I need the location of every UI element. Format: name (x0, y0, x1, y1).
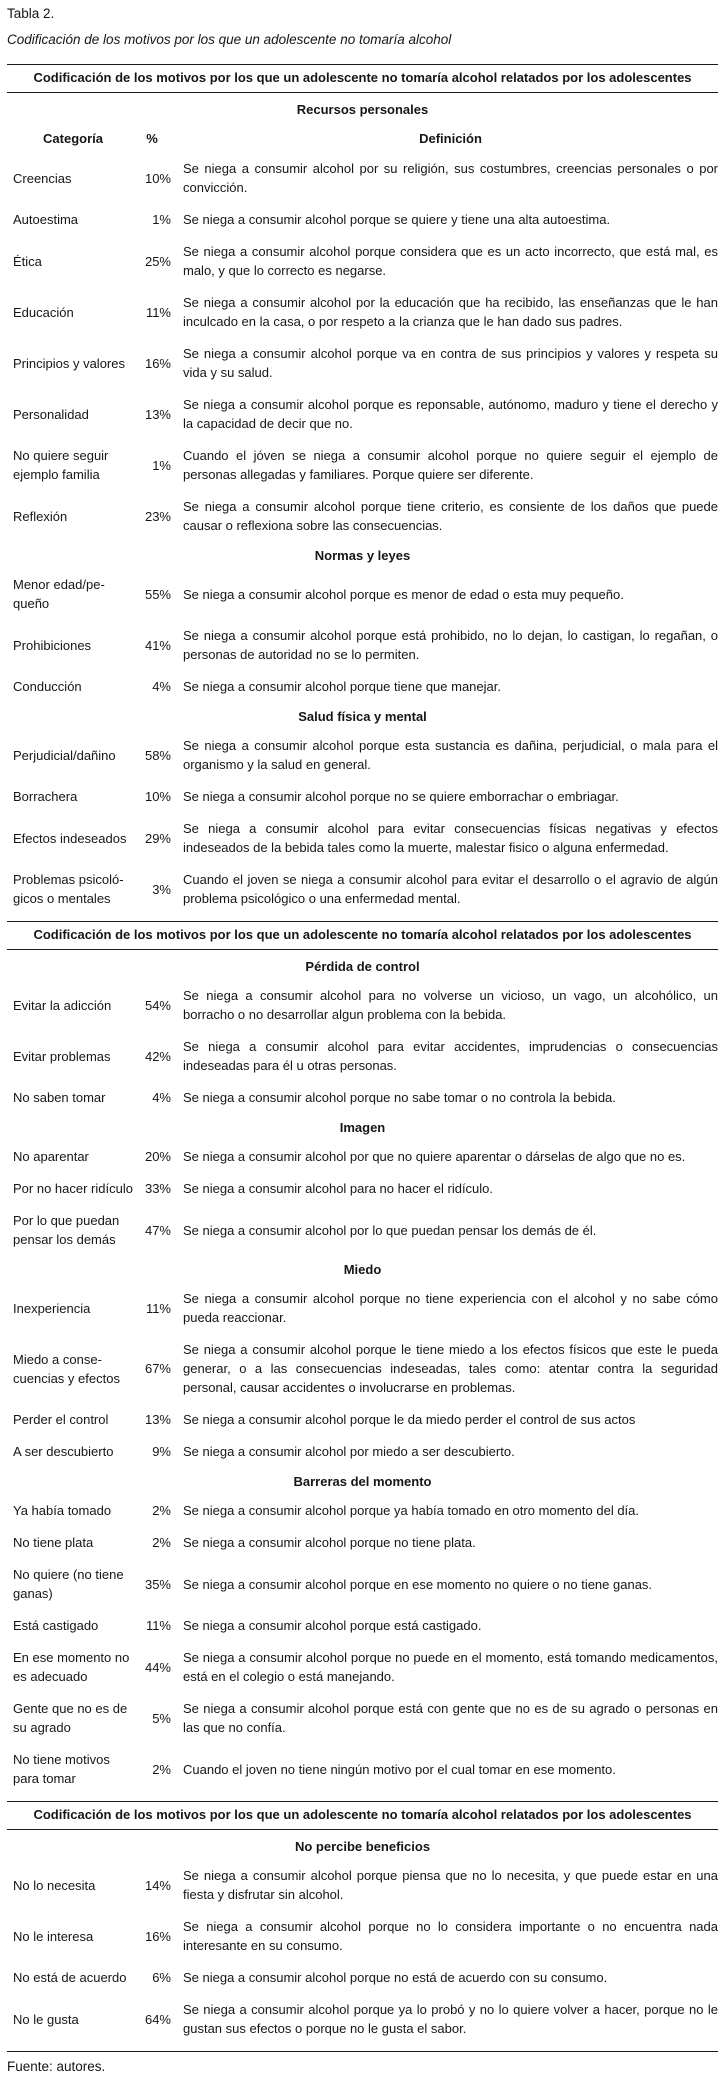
percent-cell: 23% (144, 508, 171, 524)
definition-cell: Cuando el joven no tiene ningún motivo por el cual tomar en ese momento. (183, 1761, 616, 1777)
table-row (7, 2000, 718, 2038)
category-cell: No lo necesita (13, 1877, 96, 1893)
definition-cell: Se niega a consumir alcohol porque en ese momento no quiere o no tiene ganas. (183, 1576, 653, 1592)
percent-cell: 41% (144, 637, 171, 653)
table-row (7, 1340, 718, 1397)
category-cell: Creencias (13, 170, 72, 186)
category-cell: Evitar problemas (13, 1048, 111, 1064)
percent-cell: 2% (152, 1761, 171, 1777)
category-cell: Prohibiciones (13, 637, 92, 653)
table-row (7, 677, 718, 696)
table-continuation-header: Codificación de los motivos por los que un adolescente no tomaría alcohol relatados por los adolescentes (7, 64, 718, 93)
category-cell: A ser descubierto (13, 1444, 114, 1459)
percent-cell: 13% (144, 1412, 171, 1427)
category-cell: Borrachera (13, 789, 78, 804)
definition-cell: Cuando el joven se niega a consumir alcohol para evitar el desarrollo o el agravio de algún problema psicológico o una enfermedad mental. (183, 872, 718, 906)
table-row (7, 395, 718, 433)
percent-cell: 13% (144, 406, 171, 422)
table-row (7, 210, 718, 229)
definition-cell: Se niega a consumir alcohol porque considera que es un acto incorrecto, que está mal, es malo, y que lo correcto es negarse. (183, 244, 718, 278)
percent-cell: 42% (144, 1048, 171, 1064)
table-row (7, 626, 718, 664)
table-row (7, 787, 718, 806)
category-cell: Principios y valores (13, 355, 125, 371)
section-title: Barreras del momento (293, 1474, 432, 1489)
percent-cell: 64% (144, 2011, 171, 2027)
percent-cell: 35% (144, 1576, 171, 1592)
section-title: Normas y leyes (314, 548, 411, 563)
table-continuation-header: Codificación de los motivos por los que un adolescente no tomaría alcohol relatados por los adolescentes (7, 1801, 718, 1830)
category-cell: Reflexión (13, 508, 68, 524)
table-row (7, 736, 718, 774)
table-row (7, 1179, 718, 1198)
category-cell: En ese momento no es adecuado (13, 1650, 130, 1684)
table-row (7, 1211, 718, 1249)
source-note: Fuente: autores. (7, 2059, 106, 2074)
definition-cell: Se niega a consumir alcohol por miedo a ser descubierto. (183, 1444, 515, 1459)
category-cell: Educación (13, 304, 74, 320)
category-cell: No tiene plata (13, 1535, 94, 1550)
percent-cell: 3% (152, 881, 171, 897)
definition-cell: Se niega a consumir alcohol porque esta sustancia es dañina, perjudicial, o mala para el organismo y la salud en general. (183, 738, 718, 772)
percent-cell: 25% (144, 253, 171, 269)
definition-cell: Se niega a consumir alcohol para evitar accidentes, imprudencias o consecuencias indeseadas para él u otras personas. (183, 1039, 718, 1073)
table-continuation-header: Codificación de los motivos por los que un adolescente no tomaría alcohol relatados por los adolescentes (7, 921, 718, 950)
percent-cell: 10% (144, 170, 171, 186)
definition-cell: Se niega a consumir alcohol porque es reponsable, autónomo, maduro y tiene el derecho y la capacidad de decir que no. (183, 397, 718, 431)
column-header-row (7, 129, 718, 148)
table-row (7, 1442, 718, 1461)
table-row (7, 293, 718, 331)
column-header-category: Categoría (43, 131, 103, 146)
definition-cell: Cuando el jóven se niega a consumir alcohol porque no quiere seguir el ejemplo de personas allegadas y familiares. Porque quiere ser diferente. (183, 448, 718, 482)
table-row (7, 242, 718, 280)
table-row (7, 1648, 718, 1686)
table-row (7, 986, 718, 1024)
table-row (7, 159, 718, 197)
percent-cell: 11% (145, 1300, 171, 1316)
definition-cell: Se niega a consumir alcohol por su religión, sus costumbres, creencias personales o por convicción. (183, 161, 718, 195)
category-cell: No le interesa (13, 1928, 94, 1944)
percent-cell: 2% (152, 1503, 171, 1518)
category-cell: Miedo a consecuencias y efectos (13, 1351, 120, 1386)
table-row (7, 1410, 718, 1429)
category-cell: No saben tomar (13, 1090, 106, 1105)
definition-cell: Se niega a consumir alcohol porque va en contra de sus principios y valores y respeta su vida y su salud. (183, 346, 718, 380)
category-cell: Evitar la adicción (13, 997, 112, 1013)
definition-cell: Se niega a consumir alcohol porque está con gente que no es de su agrado o personas en las que no confía. (183, 1701, 718, 1735)
table-row (7, 1866, 718, 1904)
definition-cell: Se niega a consumir alcohol porque no tiene experiencia con el alcohol y no sabe cómo pueda reaccionar. (183, 1291, 718, 1325)
table-row (7, 497, 718, 535)
definition-cell: Se niega a consumir alcohol porque no está de acuerdo con su consumo. (183, 1970, 608, 1985)
definition-cell: Se niega a consumir alcohol porque le tiene miedo a los efectos físicos que este le pueda generar, o a las consecuencias indeseadas, tales como: atentar contra la seguridad personal, causar accidentes o involucrarse en problemas. (183, 1342, 718, 1395)
category-cell: Efectos indeseados (13, 830, 127, 846)
percent-cell: 11% (145, 304, 171, 320)
definition-cell: Se niega a consumir alcohol porque ya había tomado en otro momento del día. (183, 1503, 640, 1518)
percent-cell: 4% (152, 679, 171, 694)
percent-cell: 1% (152, 457, 171, 473)
section-title: Recursos personales (296, 102, 429, 117)
percent-cell: 47% (144, 1222, 171, 1238)
table-row (7, 1565, 718, 1603)
category-cell: Menor edad/pequeño (13, 577, 105, 611)
category-cell: No tiene motivos para tomar (13, 1752, 110, 1786)
definition-cell: Se niega a consumir alcohol porque no sabe tomar o no controla la bebida. (183, 1090, 616, 1105)
definition-cell: Se niega a consumir alcohol para no hacer el ridículo. (183, 1181, 494, 1196)
category-cell: Por lo que puedan pensar los demás (13, 1213, 120, 1247)
definition-cell: Se niega a consumir alcohol porque no tiene plata. (183, 1535, 476, 1550)
definition-cell: Se niega a consumir alcohol porque está prohibido, no lo dejan, lo castigan, lo regañan, o personas de autoridad no se lo permiten. (183, 628, 718, 662)
definition-cell: Se niega a consumir alcohol por que no quiere aparentar o dárselas de algo que no es. (183, 1149, 686, 1164)
table-row (7, 344, 718, 382)
section-title: Pérdida de control (305, 959, 420, 974)
coding-table (7, 64, 718, 2052)
percent-cell: 2% (152, 1535, 171, 1550)
percent-cell: 6% (152, 1970, 171, 1985)
table-row (7, 1501, 718, 1520)
percent-cell: 10% (144, 789, 171, 804)
category-cell: Autoestima (13, 212, 79, 227)
definition-cell: Se niega a consumir alcohol porque no lo considera importante o no encuentra nada interesante en su consumo. (183, 1919, 718, 1953)
percent-cell: 9% (152, 1444, 171, 1459)
definition-cell: Se niega a consumir alcohol porque tiene criterio, es consiente de los daños que puede causar o reflexiona sobre las consecuencias. (183, 499, 718, 533)
percent-cell: 4% (152, 1090, 171, 1105)
percent-cell: 20% (144, 1149, 171, 1164)
table-row (7, 575, 718, 613)
table-caption: Codificación de los motivos por los que un adolescente no tomaría alcohol (7, 32, 452, 47)
category-cell: Personalidad (13, 406, 89, 422)
category-cell: Está castigado (13, 1618, 99, 1633)
column-header-definition: Definición (419, 131, 482, 146)
definition-cell: Se niega a consumir alcohol para no volverse un vicioso, un vago, un alcohólico, un borracho o no desarrollar algun problema con la bebida. (183, 988, 718, 1022)
percent-cell: 16% (144, 355, 171, 371)
category-cell: Ética (13, 253, 42, 269)
percent-cell: 11% (145, 1618, 171, 1633)
definition-cell: Se niega a consumir alcohol porque tiene que manejar. (183, 679, 501, 694)
table-row (7, 870, 718, 908)
category-cell: Conducción (13, 679, 82, 694)
percent-cell: 1% (152, 212, 171, 227)
table-row (7, 446, 718, 484)
category-cell: Gente que no es de su agrado (13, 1701, 128, 1735)
table-row (7, 1533, 718, 1552)
table-row (7, 1699, 718, 1737)
percent-cell: 54% (144, 997, 171, 1013)
table-row (7, 1616, 718, 1635)
definition-cell: Se niega a consumir alcohol porque se quiere y tiene una alta autoestima. (183, 212, 611, 227)
category-cell: No está de acuerdo (13, 1970, 127, 1985)
table-row (7, 1088, 718, 1107)
definition-cell: Se niega a consumir alcohol porque no puede en el momento, está tomando medicamentos, está en el colegio o está manejando. (183, 1650, 718, 1684)
percent-cell: 58% (144, 747, 171, 763)
table-label: Tabla 2. (7, 6, 55, 21)
table-row (7, 819, 718, 857)
category-cell: No aparentar (13, 1149, 89, 1164)
category-cell: Problemas psicológicos o mentales (13, 872, 124, 906)
table-row (7, 1289, 718, 1327)
section-title: Imagen (339, 1120, 386, 1135)
percent-cell: 5% (152, 1710, 171, 1726)
table-row (7, 1750, 718, 1788)
table-row (7, 1917, 718, 1955)
category-cell: Por no hacer ridículo (13, 1181, 133, 1196)
table-row (7, 1037, 718, 1075)
section-title: Miedo (343, 1262, 382, 1277)
definition-cell: Se niega a consumir alcohol porque piensa que no lo necesita, y que puede estar en una fiesta y disfrutar sin alcohol. (183, 1868, 718, 1902)
table-row (7, 1968, 718, 1987)
category-cell: Perder el control (13, 1412, 109, 1427)
category-cell: No le gusta (13, 2011, 79, 2027)
percent-cell: 14% (144, 1877, 171, 1893)
definition-cell: Se niega a consumir alcohol porque ya lo probó y no lo quiere volver a hacer, porque no le gustan sus efectos o porque no le gusta el sabor. (183, 2002, 718, 2036)
definition-cell: Se niega a consumir alcohol por la educación que ha recibido, las enseñanzas que le han inculcado en la casa, o por respeto a la crianza que le han dado sus padres. (183, 295, 718, 329)
percent-cell: 16% (144, 1928, 171, 1944)
category-cell: Ya había tomado (13, 1503, 112, 1518)
section-title: Salud física y mental (298, 709, 427, 724)
category-cell: No quiere seguir ejemplo familia (13, 448, 109, 482)
section-title: No percibe beneficios (294, 1839, 431, 1854)
definition-cell: Se niega a consumir alcohol porque es menor de edad o esta muy pequeño. (183, 586, 624, 602)
percent-cell: 44% (144, 1659, 171, 1675)
percent-cell: 29% (144, 830, 171, 846)
definition-cell: Se niega a consumir alcohol porque no se quiere emborrachar o embriagar. (183, 789, 619, 804)
category-cell: Perjudicial/dañino (13, 747, 116, 763)
definition-cell: Se niega a consumir alcohol para evitar consecuencias físicas negativas y efectos indeseados de la bebida tales como la muerte, malestar fisico o alguna enfermedad. (183, 821, 718, 855)
definition-cell: Se niega a consumir alcohol porque le da miedo perder el control de sus actos (183, 1412, 636, 1427)
percent-cell: 67% (144, 1361, 171, 1376)
definition-cell: Se niega a consumir alcohol por lo que puedan pensar los demás de él. (183, 1222, 597, 1238)
definition-cell: Se niega a consumir alcohol porque está castigado. (183, 1618, 482, 1633)
category-cell: No quiere (no tiene ganas) (13, 1567, 124, 1601)
percent-cell: 33% (144, 1181, 171, 1196)
percent-cell: 55% (144, 586, 171, 602)
column-header-percent: % (146, 131, 158, 146)
table-row (7, 1147, 718, 1166)
category-cell: Inexperiencia (13, 1300, 91, 1316)
